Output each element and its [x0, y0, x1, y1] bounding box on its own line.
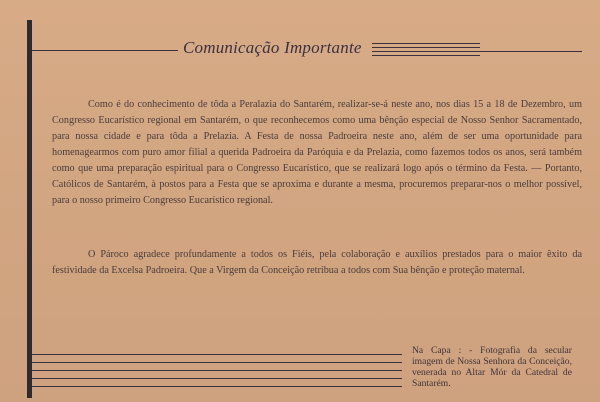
- paragraph-congress: Como é do conhecimento de tôda a Peralazia do Santarém, realizar-se-á neste ano, nos dias 15 a 18 de Dezembro, um Congresso Eucarístico regional em Santarém, o que reconhecemos como uma bênção especial de Nosso Senhor Sacramentado, para nossa cidade e para tôda a Prelazia. A Festa de nossa Padroeira neste ano, além de ser uma oportunidade para homenagearmos com puro amor filial a querida Padroeira da Paróquia e da Prelazia, como fazemos todos os anos, será também como que uma preparação espiritual para o Congresso Eucarístico, que se realizará logo após o término da Festa. — Portanto, Católicos de Santarém, à postos para a Festa que se aproxima e durante a mesma, procuremos preparar-nos o melhor possível, para o nosso primeiro Congresso Eucarístico regional.: [52, 99, 582, 206]
- title-rule-left: [32, 50, 178, 51]
- bottom-rule-3: [32, 370, 402, 371]
- bottom-rule-2: [32, 362, 402, 363]
- left-margin-bar: [27, 20, 32, 398]
- bottom-rule-1: [32, 354, 402, 355]
- title-rule-right-4: [372, 55, 480, 56]
- title-rule-right-1: [372, 43, 480, 44]
- page-title: Comunicação Importante: [183, 38, 362, 57]
- bottom-rule-4: [32, 378, 402, 379]
- bottom-rule-5: [32, 386, 402, 387]
- title-rule-right-3: [372, 51, 582, 52]
- cover-caption: Na Capa : - Fotografia da secular imagem de Nossa Senhora da Conceição, venerada no Altar Mór da Catedral de Santarém.: [412, 345, 572, 389]
- title-rule-right-2: [372, 47, 480, 48]
- paragraph-thanks: O Pároco agradece profundamente a todos os Fiéis, pela colaboração e auxílios prestados para o maior êxito da festividade da Excelsa Padroeira. Que a Virgem da Conceição retribua a todos com Sua bênção e proteção maternal.: [52, 249, 582, 276]
